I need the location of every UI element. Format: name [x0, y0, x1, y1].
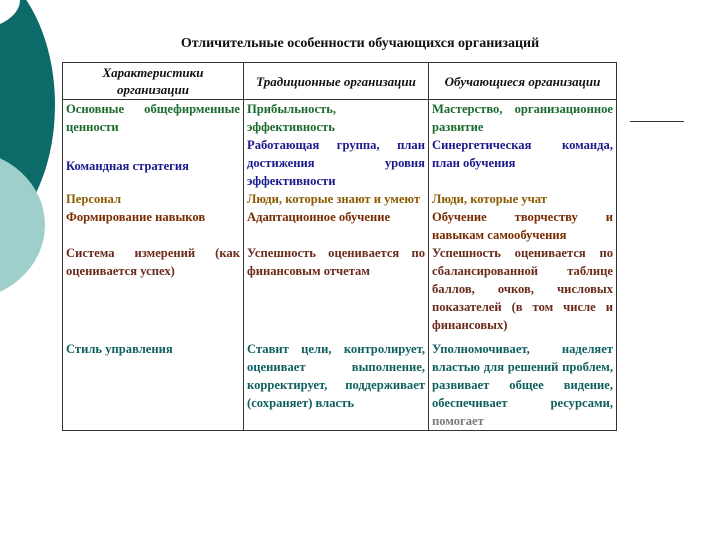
table-row: [63, 136, 617, 190]
row-management-traditional: Ставит цели, контролирует, оценивает выполнение, корректирует, поддерживает (сохраняет) власть: [244, 334, 429, 431]
side-rule: [630, 121, 684, 122]
row-personnel-traditional: Люди, которые знают и умеют: [244, 190, 429, 208]
row-measurement-label: Система измерений (как оценивается успех): [63, 244, 244, 334]
table-row: [63, 244, 617, 334]
header-learning: Обучающиеся организации: [429, 63, 617, 100]
row-values-learning: Мастерство, организационное развитие: [429, 100, 617, 137]
comparison-table: [62, 62, 617, 431]
header-traditional: Традиционные организации: [244, 63, 429, 100]
cut-off-text: помогает: [432, 414, 484, 428]
row-personnel-learning: Люди, которые учат: [429, 190, 617, 208]
table-row: [63, 100, 617, 137]
row-personnel-label: Персонал: [63, 190, 244, 208]
slide-title: Отличительные особенности обучающихся организаций: [180, 36, 540, 51]
header-characteristics: Характеристики организации: [63, 63, 244, 100]
row-management-learning-text: Уполномочивает, наделяет властью для решений проблем, развивает общее видение, обеспечивает ресурсами,: [432, 342, 613, 410]
table-row: [63, 334, 617, 431]
row-management-label: Стиль управления: [63, 334, 244, 431]
table-row: [63, 208, 617, 244]
row-values-label: Основные общефирменные ценности: [63, 100, 244, 137]
row-strategy-learning: Синергетическая команда, план обучения: [429, 136, 617, 190]
row-management-learning: [429, 334, 617, 431]
row-skills-learning: Обучение творчеству и навыкам самообучения: [429, 208, 617, 244]
row-skills-label: Формирование навыков: [63, 208, 244, 244]
row-measurement-traditional: Успешность оценивается по финансовым отчетам: [244, 244, 429, 334]
row-strategy-traditional: Работающая группа, план достижения уровня эффективности: [244, 136, 429, 190]
row-skills-traditional: Адаптационное обучение: [244, 208, 429, 244]
row-measurement-learning: Успешность оценивается по сбалансированной таблице баллов, очков, числовых показателей (в том числе и финансовых): [429, 244, 617, 334]
row-values-traditional: Прибыльность, эффективность: [244, 100, 429, 137]
row-strategy-label: Командная стратегия: [63, 136, 244, 190]
table-row: [63, 190, 617, 208]
table-header-row: [63, 63, 617, 100]
